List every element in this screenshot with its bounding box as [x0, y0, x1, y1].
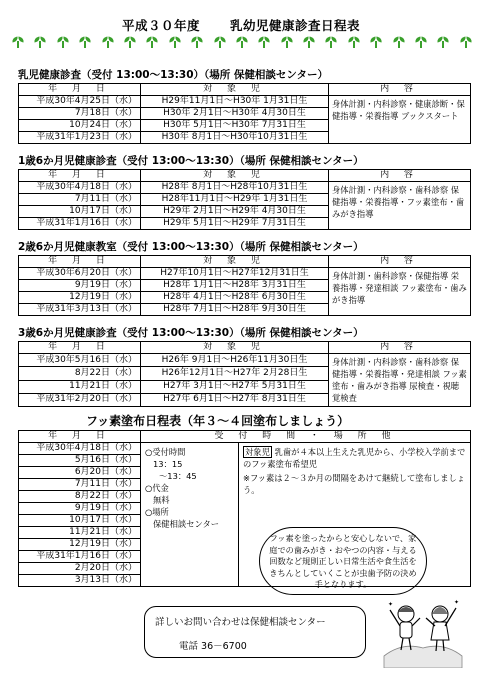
date-cell: 6月20日（水）	[19, 467, 141, 479]
sprout-icon	[214, 36, 226, 48]
place-label: ○場所	[145, 507, 169, 517]
target-cell: H29年 2月1日～H29年 4月30日生	[141, 206, 329, 218]
sprout-icon	[191, 36, 203, 48]
table-row	[19, 268, 471, 280]
sprout-icon	[303, 36, 315, 48]
sprout-icon	[281, 36, 293, 48]
sprout-icon	[146, 36, 158, 48]
title-year: 平成３０年度	[121, 18, 200, 33]
sprout-border	[12, 36, 472, 50]
header-content: 内 容	[329, 84, 471, 96]
sprout-icon	[124, 36, 136, 48]
date-cell: 10月24日（水）	[19, 120, 141, 132]
date-cell: 12月19日（水）	[19, 539, 141, 551]
target-cell: H26年 9月1日～H26年11月30日生	[141, 354, 329, 367]
header-date: 年 月 日	[19, 84, 141, 96]
section-title-18m: 1歳6か月児健康診査（受付 13:00～13:30）（場所 保健相談センター）	[18, 155, 364, 167]
schedule-table-42m	[18, 341, 471, 407]
sprout-icon	[12, 36, 24, 48]
section-title-30m: 2歳6か月児健康教室（受付 13:00～13:30）（場所 保健相談センター）	[18, 241, 364, 253]
schedule-table-infant	[18, 83, 471, 144]
sprout-icon	[460, 36, 472, 48]
date-cell: 8月22日（水）	[19, 367, 141, 380]
time-start: 13：15	[153, 459, 183, 469]
sprout-icon	[236, 36, 248, 48]
target-cell: H27年 6月1日～H27年 8月31日生	[141, 393, 329, 406]
fee-value: 無料	[153, 495, 170, 505]
fluoride-table	[18, 430, 471, 587]
header-target: 対 象 児	[141, 170, 329, 182]
section-title-infant: 乳児健康診査（受付 13:00～13:30）（場所 保健相談センター）	[18, 69, 328, 81]
header-content: 内 容	[329, 170, 471, 182]
target-cell: H26年12月1日～H27年 2月28日生	[141, 367, 329, 380]
date-cell: 5月16日（水）	[19, 455, 141, 467]
sprout-icon	[34, 36, 46, 48]
target-cell: H29年11月1日～H30年 1月31日生	[141, 96, 329, 108]
info-cell	[141, 443, 239, 587]
table-header-row	[19, 170, 471, 182]
contact-box	[144, 606, 366, 658]
sprout-icon	[393, 36, 405, 48]
target-cell: H27年10月1日～H27年12月31日生	[141, 268, 329, 280]
header-target: 対 象 児	[141, 342, 329, 354]
target-cell: H28年 4月1日～H28年 6月30日生	[141, 292, 329, 304]
date-cell: 平成31年3月13日（水）	[19, 304, 141, 316]
fee-label: ○代金	[145, 483, 169, 493]
sprout-icon	[437, 36, 449, 48]
content-cell: 身体計測・内科診察・健康診断・保健指導・栄養指導 ブックスタート	[329, 96, 471, 144]
page-title	[0, 16, 482, 34]
date-cell: 11月21日（水）	[19, 380, 141, 393]
date-cell: 2月20日（水）	[19, 563, 141, 575]
table-row	[19, 182, 471, 194]
content-cell: 身体計測・内科診察・歯科診察 保健指導・栄養指導・発達相談 フッ素塗布・歯みがき指導 尿検査・視聴覚検査	[329, 354, 471, 407]
date-cell: 平成30年4月18日（水）	[19, 443, 141, 455]
fluoride-title: フッ素塗布日程表（年３～４回塗布しましょう）	[86, 414, 350, 428]
table-header-row	[19, 256, 471, 268]
table-row	[19, 354, 471, 367]
place-value: 保健相談センター	[153, 519, 220, 529]
header-date: 年 月 日	[19, 342, 141, 354]
sprout-icon	[348, 36, 360, 48]
date-cell: 10月17日（水）	[19, 206, 141, 218]
table-header-row	[19, 84, 471, 96]
date-cell: 11月21日（水）	[19, 527, 141, 539]
sprout-icon	[169, 36, 181, 48]
target-tag: 対象児	[245, 447, 270, 457]
date-cell: 7月11日（水）	[19, 479, 141, 491]
contact-phone: 電話 36－6700	[179, 641, 247, 652]
sprout-icon	[258, 36, 270, 48]
header-date: 年 月 日	[19, 431, 141, 443]
target-cell: H28年11月1日～H29年 1月31日生	[141, 194, 329, 206]
date-cell: 12月19日（水）	[19, 292, 141, 304]
sprout-icon	[57, 36, 69, 48]
target-cell: H29年 5月1日～H29年 7月31日生	[141, 218, 329, 230]
sprout-icon	[102, 36, 114, 48]
date-cell: 9月19日（水）	[19, 503, 141, 515]
svg-text:✦: ✦	[388, 601, 394, 608]
date-cell: 3月13日（水）	[19, 575, 141, 587]
content-cell: 身体計測・歯科診察・保健指導 栄養指導・発達相談 フッ素塗布・歯みがき指導	[329, 268, 471, 316]
date-cell: 平成30年4月25日（水）	[19, 96, 141, 108]
header-content: 内 容	[329, 256, 471, 268]
note-cell	[239, 443, 471, 587]
header-date: 年 月 日	[19, 170, 141, 182]
date-cell: 7月11日（水）	[19, 194, 141, 206]
target-cell: H28年 7月1日～H28年 9月30日生	[141, 304, 329, 316]
table-row	[19, 96, 471, 108]
date-cell: 平成31年2月20日（水）	[19, 393, 141, 406]
reception-label: ○受付時間	[145, 447, 186, 457]
date-cell: 7月18日（水）	[19, 108, 141, 120]
header-target: 対 象 児	[141, 256, 329, 268]
sprout-icon	[79, 36, 91, 48]
target-cell: H28年 8月1日～H28年10月31日生	[141, 182, 329, 194]
date-cell: 8月22日（水）	[19, 491, 141, 503]
time-end: ～13：45	[159, 471, 197, 481]
children-illustration-icon	[382, 596, 464, 668]
header-target: 対 象 児	[141, 84, 329, 96]
advice-bubble: フッ素を塗ったからと安心しないで、家庭での歯みがき・おやつの内容・与える回数など規則正しい日常生活や食生活をきちんとしていくことが虫歯予防の決め手となります。	[259, 527, 427, 595]
svg-text:✦: ✦	[454, 599, 460, 606]
title-name: 乳幼児健康診査日程表	[230, 18, 361, 33]
target-cell: H27年 3月1日～H27年 5月31日生	[141, 380, 329, 393]
sprout-icon	[325, 36, 337, 48]
interval-note: ※フッ素は２～３か月の間隔をあけて継続して塗布しましょう。	[243, 473, 466, 495]
target-cell: H30年 2月1日～H30年 4月30日生	[141, 108, 329, 120]
date-cell: 平成30年4月18日（水）	[19, 182, 141, 194]
content-cell: 身体計測・内科診察・歯科診察 保健指導・栄養指導・フッ素塗布・歯みがき指導	[329, 182, 471, 230]
sprout-icon	[415, 36, 427, 48]
date-cell: 平成30年5月16日（水）	[19, 354, 141, 367]
table-row	[19, 443, 471, 455]
date-cell: 10月17日（水）	[19, 515, 141, 527]
section-title-42m: 3歳6か月児健康診査（受付 13:00～13:30）（場所 保健相談センター）	[18, 327, 364, 339]
schedule-table-18m	[18, 169, 471, 230]
target-cell: H30年 5月1日～H30年 7月31日生	[141, 120, 329, 132]
header-date: 年 月 日	[19, 256, 141, 268]
date-cell: 平成30年6月20日（水）	[19, 268, 141, 280]
contact-text: 詳しいお問い合わせは保健相談センター	[155, 617, 326, 628]
target-cell: H28年 1月1日～H28年 3月31日生	[141, 280, 329, 292]
table-header-row	[19, 342, 471, 354]
header-info: 受 付 時 間 ・ 場 所 他	[141, 431, 471, 443]
date-cell: 平成31年1月23日（水）	[19, 132, 141, 144]
date-cell: 9月19日（水）	[19, 280, 141, 292]
table-header-row	[19, 431, 471, 443]
target-cell: H30年 8月1日～H30年10月31日生	[141, 132, 329, 144]
schedule-table-30m	[18, 255, 471, 316]
target-text: 乳歯が４本以上生えた乳児から、小学校入学前までのフッ素塗布希望児	[243, 447, 466, 469]
date-cell: 平成31年1月16日（水）	[19, 551, 141, 563]
sprout-icon	[370, 36, 382, 48]
header-content: 内 容	[329, 342, 471, 354]
date-cell: 平成31年1月16日（水）	[19, 218, 141, 230]
